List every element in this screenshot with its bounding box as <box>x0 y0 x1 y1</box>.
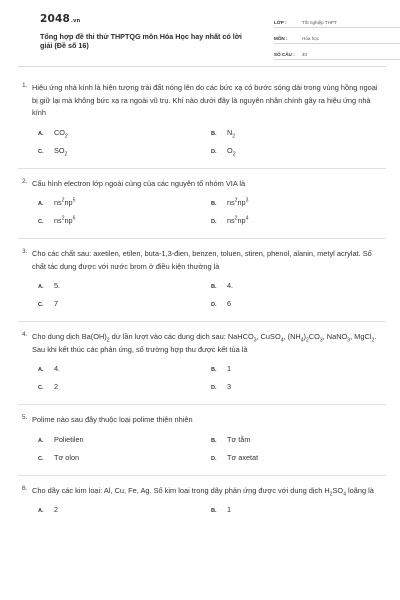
answer-options <box>32 198 386 234</box>
question-number: 4. <box>22 331 28 338</box>
question-item <box>18 485 386 524</box>
option-text: 1 <box>227 364 232 373</box>
question-text: Cho các chất sau: axetilen, etilen, buta-1,3-đien, benzen, toluen, stiren, phenol, alanin, metyl acrylat. Số chất tác dụng được với nước brom ở điều kiện thường là <box>32 249 372 271</box>
meta-row-count <box>274 46 400 60</box>
answer-option[interactable] <box>211 198 384 216</box>
answer-option[interactable] <box>38 299 211 317</box>
question-divider <box>18 238 386 239</box>
option-text: $SO_2$ <box>54 145 68 157</box>
answer-options <box>32 364 386 400</box>
option-letter: A. <box>38 284 44 290</box>
option-letter: D. <box>211 148 217 155</box>
option-letter: B. <box>211 508 217 514</box>
question-text: Cho dung dịch $Ba(OH)_2$ dư lần lượt vào các dung dịch sau: NaHCO$_3$, CuSO$_4$, $(NH_4)_2CO_3$, NaNO$_3$, MgCl$_2$. Sau khi kết thúc các phản ứng, số trường hợp thu được kết tủa là <box>32 332 377 354</box>
question-item <box>18 178 386 235</box>
answer-option[interactable] <box>211 435 384 453</box>
question-item <box>18 82 386 164</box>
question-text: Cấu hình electron lớp ngoài cùng của các nguyên tố nhóm VIA là <box>32 178 246 188</box>
answer-option[interactable] <box>211 216 384 234</box>
option-letter: A. <box>38 367 44 373</box>
question-list <box>18 68 386 523</box>
site-logo[interactable]: 2048.vn <box>40 13 81 25</box>
meta-value: 40 <box>302 52 308 57</box>
option-letter: C. <box>38 148 44 155</box>
exam-title: Tổng hợp đề thi thử THPTQG môn Hóa Học hay nhất có lời giải (Đề số 16) <box>40 32 242 50</box>
option-letter: B. <box>211 437 217 444</box>
question-text: Polime nào sau đây thuộc loại polime thiên nhiên <box>32 415 193 424</box>
question-item <box>18 414 386 471</box>
option-letter: B. <box>211 201 217 207</box>
meta-value: Hóa học <box>302 36 320 41</box>
question-number: 6. <box>22 484 28 492</box>
question-text: Cho dãy các kim loại: Al, Cu, Fe, Ag. Số kim loại trong dãy phản ứng được với dung dịch $H_2SO_4$ loãng là <box>32 485 374 497</box>
answer-option[interactable] <box>38 146 211 164</box>
answer-option[interactable] <box>211 146 384 164</box>
meta-row-subject <box>274 30 400 44</box>
question-divider <box>18 475 386 476</box>
option-text: Polietilen <box>54 434 84 444</box>
answer-options <box>32 281 386 317</box>
question-divider <box>18 404 386 405</box>
answer-option[interactable] <box>211 505 384 523</box>
option-text: $O_2$ <box>227 145 236 157</box>
answer-option[interactable] <box>211 364 384 382</box>
answer-option[interactable] <box>38 198 211 216</box>
option-text: 5. <box>54 281 61 290</box>
header-divider <box>18 66 386 67</box>
option-text: $ns^2np^6$ <box>54 215 76 225</box>
answer-option[interactable] <box>211 281 384 299</box>
option-letter: A. <box>38 437 44 444</box>
option-letter: A. <box>38 508 44 514</box>
meta-row-class <box>274 14 400 28</box>
option-letter: D. <box>211 219 217 225</box>
question-item <box>18 248 386 317</box>
option-text: Tơ axetat <box>227 452 259 462</box>
option-text: $ns^2np^5$ <box>54 197 76 207</box>
answer-option[interactable] <box>211 299 384 317</box>
option-text: $ns^2np^4$ <box>227 215 249 225</box>
answer-option[interactable] <box>38 505 211 523</box>
answer-option[interactable] <box>38 382 211 400</box>
option-text: $CO_2$ <box>54 127 68 139</box>
question-number: 5. <box>22 414 28 421</box>
meta-label: MÔN : <box>274 36 288 41</box>
answer-options <box>32 435 386 471</box>
meta-label: LỚP : <box>274 20 287 25</box>
option-letter: A. <box>38 201 44 207</box>
question-divider <box>18 321 386 322</box>
option-text: 7 <box>54 299 59 308</box>
option-letter: B. <box>211 284 217 290</box>
option-text: 4. <box>227 281 234 290</box>
option-letter: D. <box>211 455 217 462</box>
option-text: 4. <box>54 364 61 373</box>
option-letter: B. <box>211 367 217 373</box>
answer-option[interactable] <box>38 281 211 299</box>
option-letter: D. <box>211 302 217 308</box>
exam-meta <box>274 14 400 62</box>
option-letter: A. <box>38 130 44 137</box>
option-letter: C. <box>38 219 44 225</box>
answer-option[interactable] <box>38 435 211 453</box>
answer-option[interactable] <box>211 453 384 471</box>
option-letter: C. <box>38 385 44 391</box>
question-item <box>18 331 386 400</box>
answer-option[interactable] <box>38 216 211 234</box>
option-text: 2 <box>54 505 59 514</box>
answer-option[interactable] <box>211 382 384 400</box>
answer-option[interactable] <box>38 128 211 146</box>
option-text: 2 <box>54 382 59 391</box>
option-text: 1 <box>227 505 232 514</box>
answer-option[interactable] <box>38 364 211 382</box>
answer-option[interactable] <box>211 128 384 146</box>
option-letter: C. <box>38 455 44 462</box>
answer-option[interactable] <box>38 453 211 471</box>
meta-label: SỐ CÂU : <box>274 52 295 57</box>
option-text: Tơ olon <box>54 452 80 462</box>
option-letter: D. <box>211 385 217 391</box>
option-text: Tơ tằm <box>227 434 251 444</box>
option-text: $N_2$ <box>227 127 236 139</box>
question-number: 1. <box>22 82 28 89</box>
option-text: 6 <box>227 299 232 308</box>
meta-value: Tốt nghiệp THPT <box>302 20 337 25</box>
answer-options <box>32 128 386 164</box>
question-number: 2. <box>22 177 28 185</box>
question-number: 3. <box>22 248 28 255</box>
option-letter: B. <box>211 130 217 137</box>
option-letter: C. <box>38 302 44 308</box>
option-text: $ns^2np^3$ <box>227 197 249 207</box>
exam-header <box>18 0 386 68</box>
question-text: Hiệu ứng nhà kính là hiện tượng trái đất nóng lên do các bức xạ có bước sóng dài trong vùng hồng ngoại bị giữ lại mà không bức xạ ra ngoài vũ trụ. Khí nào dưới đây là nguyên nhân chính gây ra hiệu ứng nhà kính <box>32 83 378 117</box>
option-text: 3 <box>227 382 232 391</box>
answer-options <box>32 505 386 523</box>
question-divider <box>18 168 386 169</box>
